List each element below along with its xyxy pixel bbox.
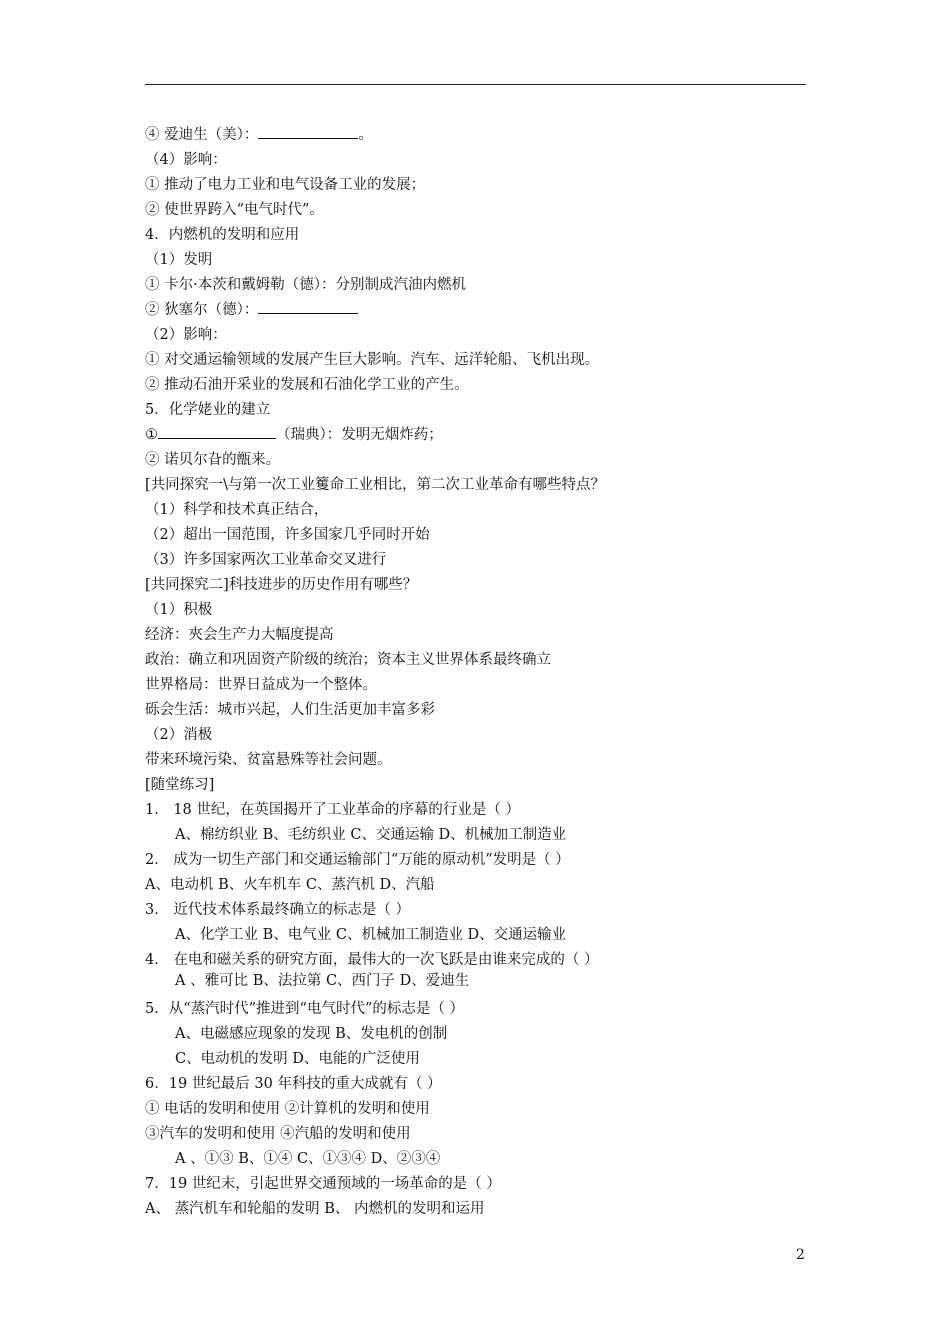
options-line: A、棉纺织业 B、毛纺织业 C、交通运输 D、机械加工制造业 [175,827,567,843]
question-line: 2． 成为一切生产部门和交通运输部门“万能的原动机”发明是（ ） [145,852,570,868]
question-line: 7．19 世纪末，引起世界交通预域的一场革命的是（ ） [145,1176,501,1192]
fill-blank [258,301,358,314]
question-line: 5．从“蒸汽时代”推进到“电气时代”的标志是（ ） [145,1001,464,1017]
text-line: （1）发明 [145,252,213,268]
options-line: A、电动机 B、火车机车 C、蒸汽机 D、汽船 [145,877,435,893]
text-line: 世界格局：世界日益成为一个整体。 [145,677,377,693]
options-line: A、化学工业 B、电气业 C、机械加工制造业 D、交通运输业 [175,927,567,943]
question-line: 3． 近代技术体系最终确立的标志是（ ） [145,902,410,918]
text-line: （1）积极 [145,602,213,618]
text-line: ④ 爱迪生（美）： 。 [145,127,373,143]
text-line: ② 狄塞尔（德）： [145,301,358,319]
fill-blank [158,426,276,439]
section-heading: 4．内燃机的发明和应用 [145,227,300,243]
text-line: ③汽车的发明和使用 ④汽船的发明和使用 [145,1126,411,1142]
options-line: A、 蒸汽机车和轮船的发明 B、 内燃机的发明和运用 [145,1201,485,1217]
text-line: ① 卡尔·本茨和戴姆勒（德）：分别制成汽油内燃机 [145,277,466,293]
text-line: （2）消极 [145,727,213,743]
text-line: 带来环境污染、贫富悬殊等社会问题。 [145,752,392,768]
question-line: 6．19 世纪最后 30 年科技的重大成就有（ ） [145,1076,442,1092]
options-line: A、电磁感应现象的发现 B、发电机的创制 [175,1026,448,1042]
text-line: ① 电话的发明和使用 ②计算机的发明和使用 [145,1101,430,1117]
inquiry-heading: [共同探究一\与第一次工业籆命工业相比，第二次工业革命有哪些特点？ [145,477,606,493]
inquiry-heading: [共同探究二]科技进步的历史作用有哪些？ [145,577,418,593]
text-line: （2）影响： [145,327,227,343]
question-line: 4． 在电和磁关系的研究方面，最伟大的一次飞跃是由谁来完成的（ ） [145,952,599,968]
text-line: ② 诺贝尔旮的甑来。 [145,452,281,468]
practice-heading: [随堂练习] [145,777,215,793]
page-number: 2 [796,1247,805,1263]
text-line: （2）超出一国范围，许多国家几乎同时开始 [145,527,430,543]
options-line: C、电动机的发明 D、电能的广泛使用 [175,1051,420,1067]
text-line: （1）科学和技术真正结合， [145,502,329,518]
section-heading: 5．化学姥业的建立 [145,402,271,418]
text-line: （4）影响： [145,152,227,168]
text-line: ② 推动石油开采业的发展和石油化学工业的产生。 [145,377,469,393]
fill-blank [258,126,358,139]
text-line: ① （瑞典）：发明无烟炸药； [145,427,443,443]
text-line: 经济：夾会生产力大幅度提高 [145,627,334,643]
text-line: （3）许多国家两次工业革命交叉进行 [145,552,387,568]
header-rule [145,84,806,85]
text-line: 砾会生活：城市兴起，人们生活更加丰富多彩 [145,702,435,718]
text-line: 政治：确立和巩固资产阶级的统治；资本主义世界体系最终确立 [145,652,551,668]
text-line: ① 推动了电力工业和电气设备工业的发展； [145,177,426,193]
options-line: A 、雅可比 B、法拉第 C、西门子 D、爱迪生 [175,973,470,989]
question-line: 1． 18 世纪，在英国揭开了工业革命的序幕的行业是（ ） [145,802,521,818]
text-line: ① 对交通运输领域的发展产生巨大影响。汽车、远洋轮船、飞机出现。 [145,352,600,368]
options-line: A 、①③ B、①④ C、①③④ D、②③④ [175,1151,441,1167]
text-line: ② 使世界跨入“电气时代”。 [145,202,324,218]
